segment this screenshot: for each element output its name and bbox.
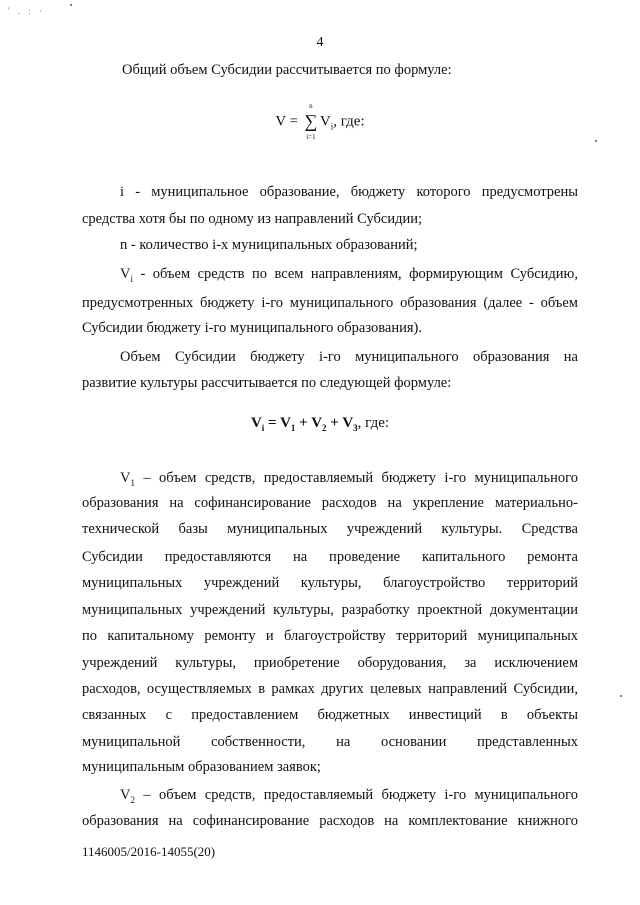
scan-margin-marks: ' . : ·: [8, 6, 46, 16]
formula2-v: V: [250, 415, 262, 431]
v1-line7: [82, 622, 578, 650]
v1-line12: [82, 753, 578, 781]
v1-text-1: – объем средств, предоставляемый бюджету i-го муниципального: [134, 470, 578, 486]
v1-line2: [82, 489, 578, 517]
definition-i-line2: [82, 205, 578, 233]
v1-text-6: муниципальных учреждений культуры, разработку проектной документации: [82, 602, 578, 618]
v1-line10: [82, 701, 578, 729]
v2-text-1: – объем средств, предоставляемый бюджету i-го муниципального: [134, 787, 578, 803]
formula2-sub-2: 2: [322, 423, 327, 433]
v1-text-11: муниципальной собственности, на основании представленных: [82, 734, 578, 750]
v1-line6: [82, 596, 578, 624]
culture-line1: [82, 343, 578, 371]
document-number: 1146005/2016-14055(20): [82, 844, 216, 859]
formula2-v3: V: [342, 415, 354, 431]
v1-text-7: по капитальному ремонту и благоустройству территорий муниципальных: [82, 628, 578, 644]
v1-sub: 1: [130, 477, 135, 488]
v2-sub: 2: [130, 794, 135, 805]
formula2-eq: =: [264, 415, 281, 431]
sum-upper-limit: n: [309, 102, 313, 110]
formula-total-subsidy: [0, 102, 640, 141]
formula1-suffix: , где:: [333, 113, 365, 130]
formula2-sub-3: 3: [353, 423, 358, 433]
intro-paragraph: [122, 56, 618, 84]
definition-i-text: i - муниципальное образование, бюджету которого предусмотрены: [120, 184, 578, 200]
definition-i-text-2: средства хотя бы по одному из направлений Субсидии;: [82, 211, 423, 227]
definition-n-text: n - количество i-х муниципальных образований;: [120, 237, 418, 253]
v1-text-3: технической базы муниципальных учреждений культуры. Средства: [82, 521, 578, 537]
formula2-plus-2: +: [326, 415, 343, 431]
v1-symbol: V: [120, 470, 131, 486]
scan-speck: [70, 4, 72, 6]
definition-n: [82, 231, 578, 259]
formula2-suffix: , где:: [357, 415, 390, 431]
intro-text: Общий объем Субсидии рассчитывается по формуле:: [122, 62, 452, 78]
v1-text-5: муниципальных учреждений культуры, благоустройство территорий: [82, 575, 578, 591]
page-number: 4: [316, 35, 324, 50]
formula2-v2: V: [311, 415, 323, 431]
vi-symbol: V: [120, 266, 131, 282]
definition-vi-line2: [82, 289, 578, 317]
formula1-term: V: [319, 113, 331, 130]
vi-text: - объем средств по всем направлениям, формирующим Субсидию,: [133, 266, 578, 282]
formula-culture-subsidy: [0, 415, 640, 433]
culture-line2: [82, 369, 578, 397]
v1-text-9: расходов, осуществляемых в рамках других целевых направлений Субсидии,: [82, 681, 578, 697]
v1-line8: [82, 649, 578, 677]
scan-speck: [595, 140, 597, 142]
vi-sub: i: [130, 273, 133, 284]
sum-lower-limit: i=1: [306, 133, 316, 141]
v2-text-2: образования на софинансирование расходов на комплектование книжного: [82, 813, 578, 829]
v1-line3: [82, 515, 578, 543]
vi-text-2: предусмотренных бюджету i-го муниципального образования (далее - объем: [82, 295, 578, 311]
v2-symbol: V: [120, 787, 131, 803]
v1-line9: [82, 675, 578, 703]
formula1-term-sub: i: [330, 121, 334, 132]
v1-line4: [82, 543, 578, 571]
definition-vi-line1: [82, 260, 578, 293]
v1-text-12: муниципальным образованием заявок;: [82, 759, 321, 775]
formula2-sub-1: 1: [290, 423, 296, 433]
v2-line2: [82, 807, 578, 835]
definition-vi-line3: [82, 314, 578, 342]
sigma-icon: ∑: [304, 111, 318, 131]
v1-text-4: Субсидии предоставляются на проведение капитального ремонта: [82, 549, 578, 565]
formula2-plus-1: +: [295, 415, 312, 431]
formula2-sub-i: i: [261, 423, 265, 433]
vi-text-3: Субсидии бюджету i-го муниципального образования).: [82, 320, 422, 336]
summation-sign: [304, 102, 318, 141]
formula2-v1: V: [280, 415, 291, 431]
v1-line5: [82, 569, 578, 597]
v1-text-10: связанных с предоставлением бюджетных инвестиций в объекты: [82, 707, 578, 723]
v1-line11: [82, 728, 578, 756]
culture-text-2: развитие культуры рассчитывается по следующей формуле:: [82, 375, 452, 391]
v1-text-2: образования на софинансирование расходов на укрепление материально-: [82, 495, 578, 511]
scan-speck: [620, 695, 622, 697]
definition-i-line1: [82, 178, 578, 206]
culture-text-1: Объем Субсидии бюджету i-го муниципального образования на: [120, 349, 578, 365]
formula1-lhs: V =: [275, 113, 299, 130]
v1-text-8: учреждений культуры, приобретение оборудования, за исключением: [82, 655, 578, 671]
